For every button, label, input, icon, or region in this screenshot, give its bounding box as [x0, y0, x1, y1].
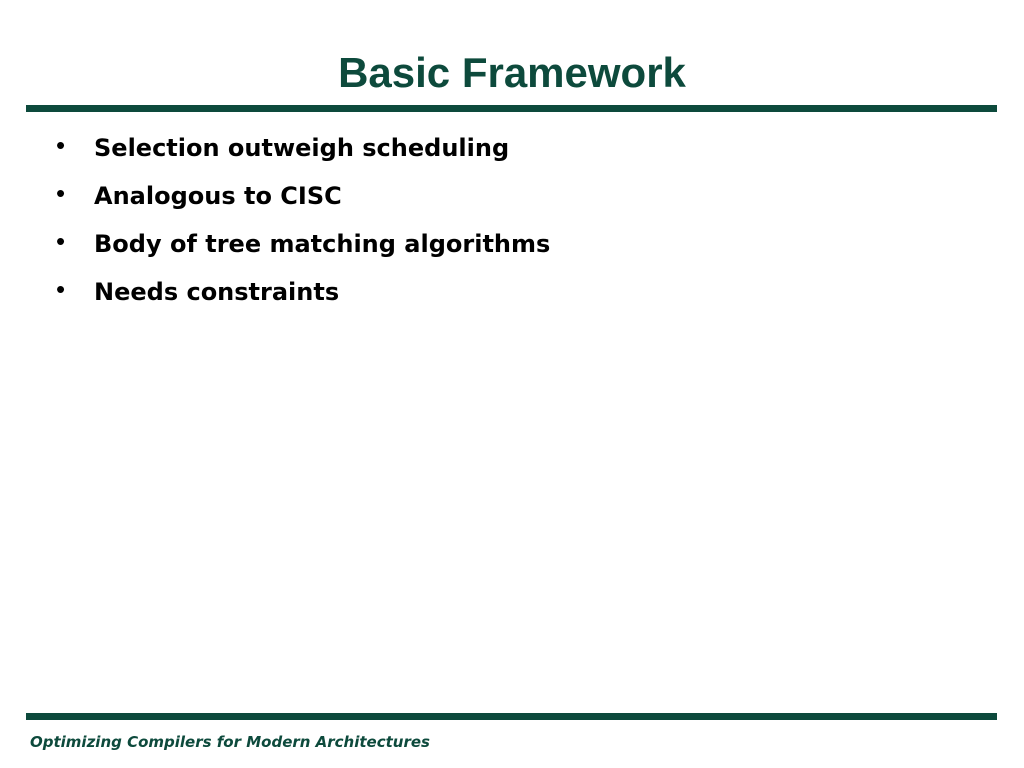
bullet-icon: • — [56, 274, 66, 304]
bullet-icon: • — [56, 226, 66, 256]
bullet-icon: • — [56, 178, 66, 208]
bullet-text: Selection outweigh scheduling — [94, 134, 510, 162]
title-divider — [26, 105, 997, 112]
bullet-text: Analogous to CISC — [94, 182, 342, 210]
bullet-icon: • — [56, 130, 66, 160]
bullet-text: Needs constraints — [94, 278, 340, 306]
footer-text: Optimizing Compilers for Modern Architectures — [30, 733, 430, 751]
footer-divider — [26, 713, 997, 720]
slide-title: Basic Framework — [338, 49, 686, 96]
bullet-text: Body of tree matching algorithms — [94, 230, 551, 258]
